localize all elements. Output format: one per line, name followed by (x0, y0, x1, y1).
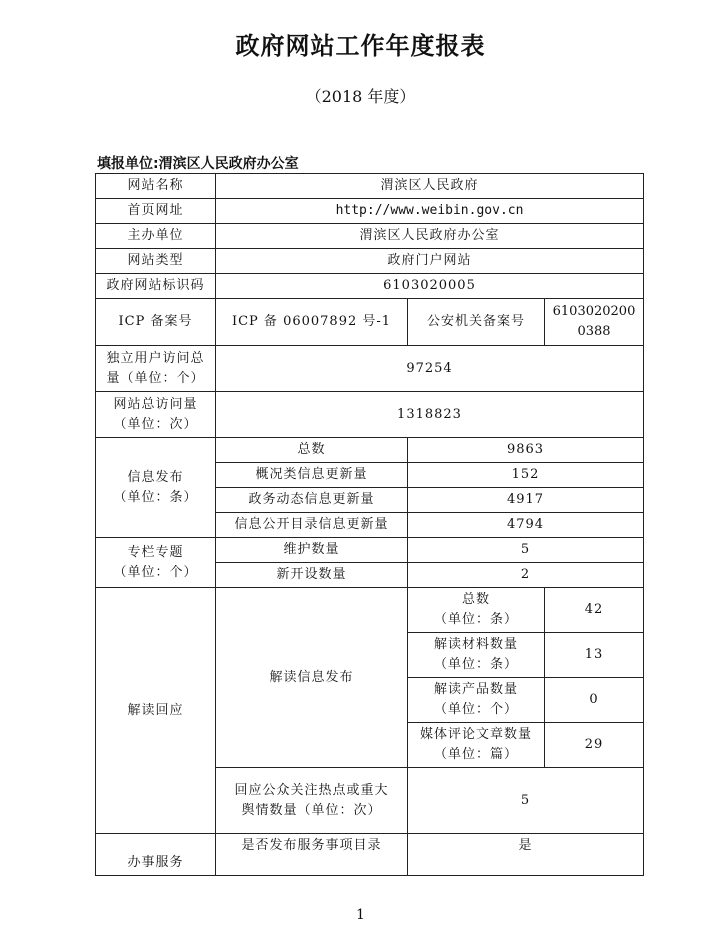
media-articles-unit: （单位：篇） (433, 747, 518, 762)
media-articles-value: 29 (545, 723, 644, 768)
table-row (96, 299, 644, 346)
table-row (96, 274, 644, 299)
services-label: 办事服务 (96, 834, 216, 876)
overview-updates-value: 152 (408, 463, 644, 488)
site-code-label: 政府网站标识码 (96, 274, 216, 299)
disclosure-updates-label: 信息公开目录信息更新量 (216, 513, 408, 538)
sponsor-label: 主办单位 (96, 224, 216, 249)
interp-product-title: 解读产品数量 (433, 682, 518, 697)
interp-product-value: 0 (545, 678, 644, 723)
table-row (96, 588, 644, 633)
sponsor-value: 渭滨区人民政府办公室 (216, 224, 644, 249)
site-code-value: 6103020005 (216, 274, 644, 299)
interp-total-unit: （单位：条） (433, 612, 518, 627)
site-name-value: 渭滨区人民政府 (216, 174, 644, 199)
interp-material-unit: （单位：条） (433, 657, 518, 672)
interp-material-label (408, 633, 545, 678)
interpretation-label: 解读回应 (96, 588, 216, 834)
site-name-label: 网站名称 (96, 174, 216, 199)
hotspot-response-value: 5 (408, 768, 644, 834)
media-articles-label (408, 723, 545, 768)
info-total-label: 总数 (216, 438, 408, 463)
site-type-label: 网站类型 (96, 249, 216, 274)
homepage-label: 首页网址 (96, 199, 216, 224)
table-row (96, 249, 644, 274)
unique-visitors-value: 97254 (216, 346, 644, 392)
report-table (95, 173, 644, 876)
table-row (96, 346, 644, 392)
interpretation-release-label: 解读信息发布 (216, 588, 408, 768)
icp-value: ICP 备 06007892 号-1 (216, 299, 408, 346)
info-total-value: 9863 (408, 438, 644, 463)
page-title: 政府网站工作年度报表 (235, 32, 486, 60)
special-topics-unit: （单位：个） (113, 564, 198, 580)
new-count-label: 新开设数量 (216, 563, 408, 588)
table-row (96, 199, 644, 224)
info-release-label (96, 438, 216, 538)
unique-visitors-label: 独立用户访问总量（单位：个） (96, 346, 216, 392)
table-row (96, 538, 644, 563)
total-visits-value: 1318823 (216, 392, 644, 438)
news-updates-label: 政务动态信息更新量 (216, 488, 408, 513)
overview-updates-label: 概况类信息更新量 (216, 463, 408, 488)
table-row (96, 834, 644, 876)
info-release-title: 信息发布 (127, 469, 184, 485)
total-visits-label: 网站总访问量（单位：次） (96, 392, 216, 438)
interp-material-title: 解读材料数量 (433, 637, 518, 652)
icp-label: ICP 备案号 (96, 299, 216, 346)
reporting-unit: 填报单位:渭滨区人民政府办公室 (97, 156, 299, 172)
table-row (96, 224, 644, 249)
new-count-value: 2 (408, 563, 644, 588)
interp-total-value: 42 (545, 588, 644, 633)
table-row (96, 392, 644, 438)
media-articles-title: 媒体评论文章数量 (419, 727, 532, 742)
news-updates-value: 4917 (408, 488, 644, 513)
hotspot-response-label: 回应公众关注热点或重大舆情数量（单位：次） (216, 768, 408, 834)
interp-total-label (408, 588, 545, 633)
interp-product-unit: （单位：个） (433, 702, 518, 717)
special-topics-title: 专栏专题 (127, 544, 184, 560)
maintained-count-label: 维护数量 (216, 538, 408, 563)
police-record-label: 公安机关备案号 (408, 299, 545, 346)
page-number: 1 (356, 907, 365, 923)
interp-total-title: 总数 (461, 592, 490, 607)
report-year: （2018 年度） (305, 87, 416, 106)
table-row (96, 438, 644, 463)
homepage-url[interactable]: http://www.weibin.gov.cn (216, 199, 644, 224)
service-catalog-label: 是否发布服务事项目录 (216, 834, 408, 876)
service-catalog-value: 是 (408, 834, 644, 876)
info-release-unit: （单位：条） (113, 489, 198, 505)
table-row (96, 174, 644, 199)
maintained-count-value: 5 (408, 538, 644, 563)
special-topics-label (96, 538, 216, 588)
interp-material-value: 13 (545, 633, 644, 678)
police-record-value: 61030202000388 (545, 299, 644, 346)
interp-product-label (408, 678, 545, 723)
disclosure-updates-value: 4794 (408, 513, 644, 538)
site-type-value: 政府门户网站 (216, 249, 644, 274)
